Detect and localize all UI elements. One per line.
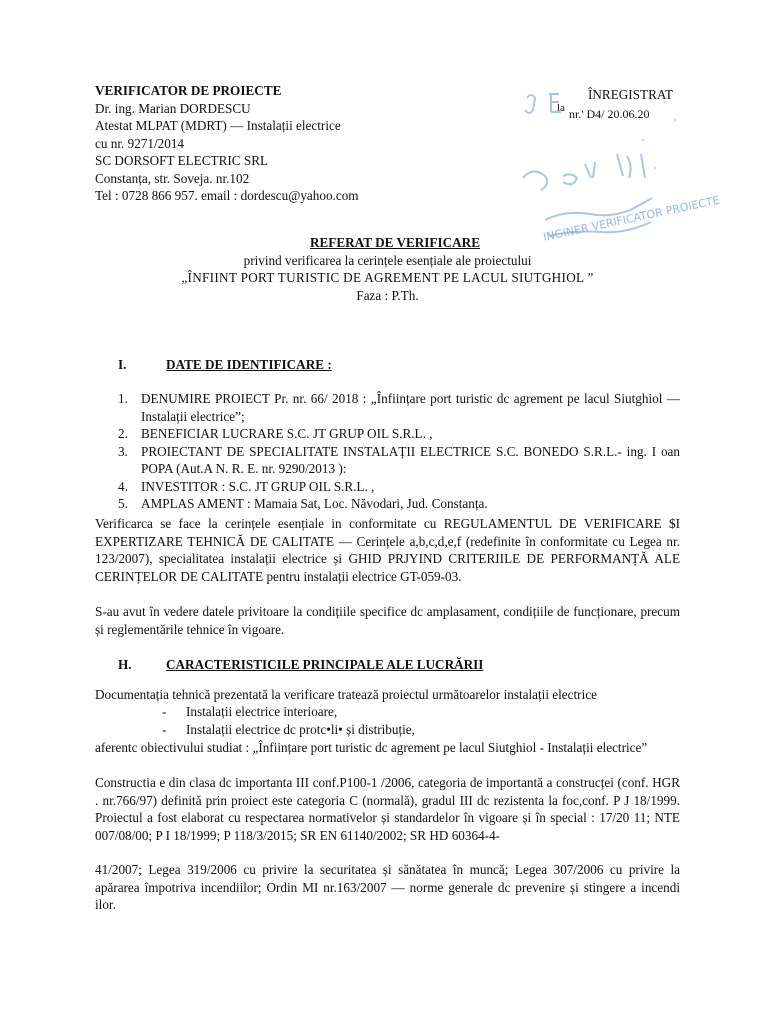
bullet-mark: - [162, 722, 167, 737]
list-text: INVESTITOR : S.C. JT GRUP OIL S.R.L. , [141, 478, 375, 494]
verifier-line: Constanța, str. Soveja. nr.102 [95, 170, 250, 186]
list-item [118, 495, 680, 513]
bullet-mark: - [162, 704, 167, 719]
paragraph-objective: aferentc obiectivului studiat : „Înființare port turistic dc agrement pe lacul Siutghiol - Instalații electrice” [95, 740, 648, 755]
list-number: 4. [118, 478, 128, 494]
verifier-line: Atestat MLPAT (MDRT) — Instalații electrice [95, 118, 341, 133]
verifier-block [95, 82, 359, 205]
list-text: BENEFICIAR LUCRARE S.C. JT GRUP OIL S.R.L. , [141, 426, 433, 441]
list-item [118, 443, 680, 478]
list-item [118, 478, 680, 496]
list-number: 5. [118, 496, 128, 511]
verifier-line: cu nr. 9271/2014 [95, 135, 185, 151]
identification-list [118, 390, 680, 513]
list-text: PROIECTANT DE SPECIALITATE INSTALAȚII ELECTRICE S.C. BONEDO S.R.L.- ing. I oan POPA (Aut.A N. R. E. nr. 9290/2013 ): [141, 443, 680, 476]
registration-title: ÎNREGISTRAT [588, 87, 673, 102]
verifier-line: Tel : 0728 866 957. email : dordescu@yahoo.com [95, 188, 359, 203]
list-number: 3. [118, 443, 128, 459]
section-2-number: H. [118, 657, 132, 672]
paragraph-legislation: 41/2007; Legea 319/2006 cu privire la securitatea și sănătatea în muncă; Legea 307/2006 cu privire la apărarea împotriva incendiilor; Ordin MI nr.163/2007 — norme generale dc prevenire și stingere a incendi ilor. [95, 862, 680, 912]
list-number: 1. [118, 391, 128, 406]
document-title: REFERAT DE VERIFICARE [309, 235, 480, 250]
verifier-line: SC DORSOFT ELECTRIC SRL [95, 153, 269, 168]
paragraph-conditions: S-au avut în vedere datele privitoare la condițiile specifice dc amplasament, condițiile de funcționare, precum și reglementările tehnice în vigoare. [95, 604, 680, 637]
stamp-text: INGINER VERIFICATOR PROIECTE [542, 193, 721, 244]
title-block [95, 234, 680, 304]
section-2-intro: Documentația tehnică prezentată la verificare tratează proiectul următoarelor instalații electrice [95, 687, 597, 702]
section-2-title: CARACTERISTICILE PRINCIPALE ALE LUCRĂRII [166, 657, 484, 672]
section-1-title: DATE DE IDENTIFICARE : [166, 357, 332, 372]
list-item [118, 390, 680, 425]
document-subtitle: privind verificarea la cerințele esențiale ale proiectului [243, 252, 532, 268]
list-item [118, 425, 680, 443]
project-name: „ÎNFIINT PORT TURISTIC DE AGREMENT PE LACUL SIUTGHIOL ” [181, 270, 594, 285]
paragraph-verification: Verificarca se face la cerințele esențiale in conformitate cu REGULAMENTUL DE VERIFICARE $I EXPERTIZARE TEHNICĂ DE CALITATE — Cerințele a,b,c,d,e,f (redefinite în conformitate cu Legea nr. 123/2007), specialitatea instalații electrice și GHID PRJYIND CRITERIILE DE PERFORMANȚĂ ALE CERINȚELOR DE CALITATE pentru instalații electrice GT-059-03. [95, 516, 680, 584]
verifier-line: Dr. ing. Marian DORDESCU [95, 100, 251, 116]
bullet-text: Instalații electrice dc protc•li• și distribuție, [186, 722, 415, 737]
list-number: 2. [118, 426, 128, 441]
section-1-number: I. [118, 357, 127, 372]
project-phase: Faza : P.Th. [356, 287, 419, 303]
paragraph-construction: Constructia e din clasa dc importanta III conf.P100-1 /2006, categoria de importantă a construcței (conf. HGR . nr.766/97) definită prin proiect este categoria C (normală), gradul III dc rezistenta la foc,conf. P J 18/1999. Proiectul a fost elaborat cu respectarea normativelor și standardelor în vigoare și în special : 17/20 11; NTE 007/08/00; P I 18/1999; P 118/3/2015; SR EN 61140/2002; SR HD 60364-4- [95, 775, 680, 843]
verifier-heading: VERIFICATOR DE PROIECTE [95, 83, 282, 98]
list-text: AMPLAS AMENT : Mamaia Sat, Loc. Năvodari, Jud. Constanța. [141, 496, 488, 511]
bullet-text: Instalații electrice interioare, [186, 704, 338, 719]
registration-la: la [557, 102, 565, 114]
registration-number: nr.' D4/ 20.06.20 [569, 107, 650, 121]
list-text: DENUMIRE PROIECT Pr. nr. 66/ 2018 : „Înființare port turistic dc agrement pe lacul Siutghiol — Instalații electrice”; [141, 391, 680, 424]
